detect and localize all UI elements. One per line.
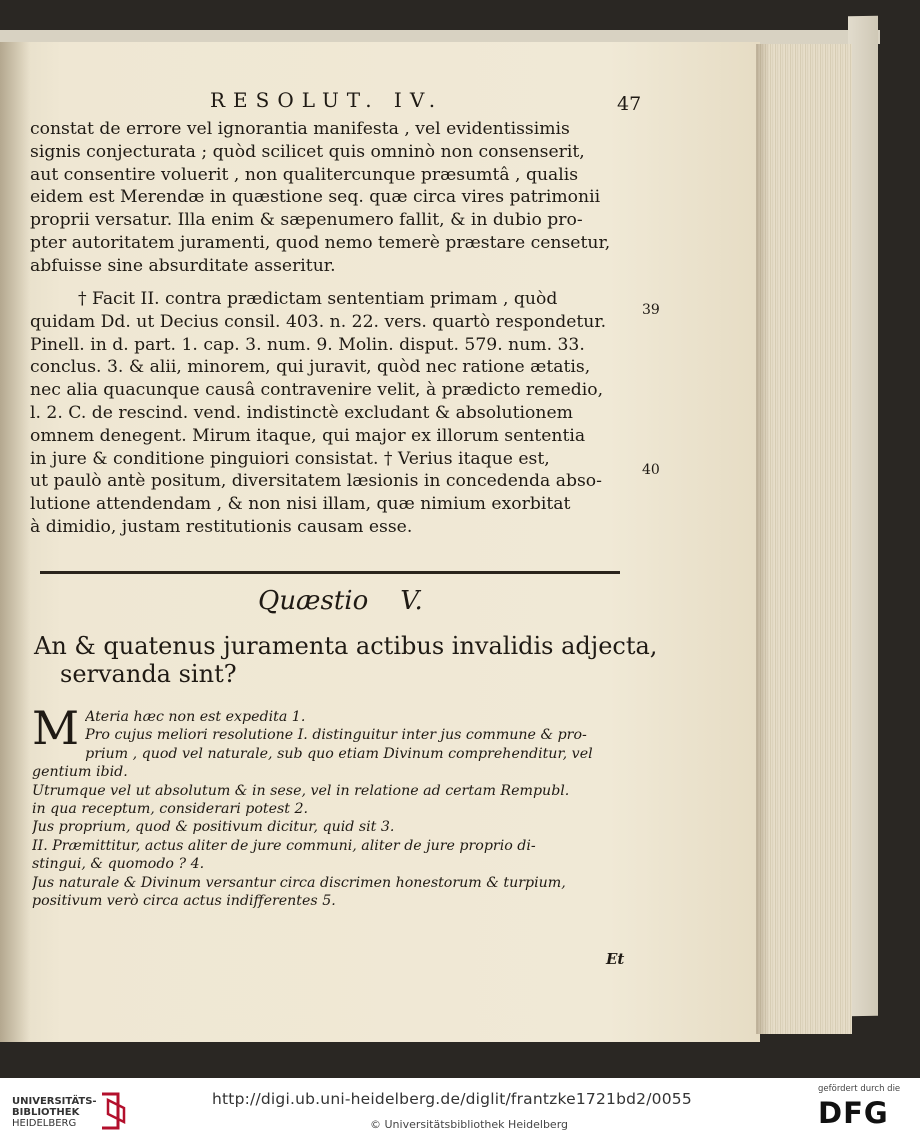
text-line: abfuisse sine absurditate asseritur.: [30, 255, 336, 276]
text-line: à dimidio, justam restitutionis causam esse.: [30, 516, 413, 537]
library-line: HEIDELBERG: [12, 1118, 77, 1129]
summary-line: Jus naturale & Divinum versantur circa discrimen honestorum & turpium,: [32, 874, 566, 891]
summary-line: Jus proprium, quod & positivum dicitur, quid sit 3.: [32, 819, 395, 836]
text-line: quidam Dd. ut Decius consil. 403. n. 22. vers. quartò respondetur.: [30, 311, 607, 332]
summary-block: [32, 701, 642, 910]
margin-number: 39: [642, 302, 660, 318]
page-number: 47: [617, 93, 642, 115]
text-line: lutione attendendam , & non nisi illam, quæ nimium exorbitat: [30, 494, 571, 515]
text-line: pter autoritatem juramenti, quod nemo temerè præstare censetur,: [30, 232, 611, 253]
summary-line: Utrumque vel ut absolutum & in sese, vel in relatione ad certam Rempubl.: [32, 782, 570, 799]
heading-line: servanda sint?: [60, 660, 237, 688]
text-line: aut consentire voluerit , non qualitercunque præsumtâ , qualis: [30, 164, 579, 185]
summary-line: Ateria hæc non est expedita 1.: [85, 709, 306, 725]
catchword: Et: [606, 950, 625, 968]
copyright-notice: © Universitätsbibliothek Heidelberg: [370, 1118, 569, 1131]
heading-line: An & quatenus juramenta actibus invalidis adjecta,: [34, 632, 658, 660]
library-line: UNIVERSITÄTS-: [12, 1096, 97, 1107]
book-cover-right-edge: [848, 16, 878, 1017]
text-line: signis conjecturata ; quòd scilicet quis omninò non consenserit,: [30, 141, 585, 162]
paragraph-1: [30, 118, 640, 278]
page-gutter-shadow: [0, 42, 30, 1042]
viewer-footer: [0, 1078, 920, 1142]
permalink-url[interactable]: http://digi.ub.uni-heidelberg.de/diglit/frantzke1721bd2/0055: [212, 1090, 692, 1108]
summary-line: Pro cujus meliori resolutione I. distinguitur inter jus commune & pro-: [85, 727, 587, 744]
summary-line: positivum verò circa actus indifferentes 5.: [32, 893, 336, 910]
text-line: † Facit II. contra prædictam sententiam primam , quòd: [78, 289, 558, 309]
question-title-number: V.: [400, 586, 423, 616]
library-logo-icon[interactable]: [98, 1090, 128, 1132]
question-heading: [34, 632, 658, 688]
text-line: conclus. 3. & alii, minorem, qui juravit, quòd nec ratione ætatis,: [30, 357, 591, 378]
sponsor-label: gefördert durch die: [818, 1084, 901, 1094]
text-line: nec alia quacunque causâ contravenire velit, à prædicto remedio,: [30, 380, 604, 401]
text-line: l. 2. C. de rescind. vend. indistinctè excludant & absolutionem: [30, 402, 573, 423]
summary-line: stingui, & quomodo ? 4.: [32, 856, 205, 873]
section-divider: [40, 571, 620, 574]
text-line: in jure & conditione pinguiori consistat. † Verius itaque est,: [30, 448, 550, 469]
text-line: Pinell. in d. part. 1. cap. 3. num. 9. Molin. disput. 579. num. 33.: [30, 334, 585, 355]
summary-line: prium , quod vel naturale, sub quo etiam Divinum comprehenditur, vel: [85, 745, 593, 762]
text-line: eidem est Merendæ in quæstione seq. quæ circa vires patrimonii: [30, 187, 601, 208]
summary-line: II. Præmittitur, actus aliter de jure communi, aliter de jure proprio di-: [32, 837, 536, 854]
question-title-word: Quæstio: [258, 586, 369, 616]
question-title: [258, 586, 455, 616]
drop-cap: M: [32, 701, 80, 755]
text-line: omnem denegent. Mirum itaque, qui major ex illorum sententia: [30, 425, 586, 446]
running-head: RESOLUT. IV.: [210, 88, 444, 112]
text-line: constat de errore vel ignorantia manifesta , vel evidentissimis: [30, 119, 570, 139]
summary-line: in qua receptum, considerari potest 2.: [32, 801, 309, 818]
library-line: BIBLIOTHEK: [12, 1107, 80, 1118]
text-line: proprii versatur. Illa enim & sæpenumero fallit, & in dubio pro-: [30, 210, 583, 231]
text-line: ut paulò antè positum, diversitatem læsionis in concedenda abso-: [30, 471, 602, 492]
summary-line: gentium ibid.: [32, 764, 128, 781]
paragraph-2: [30, 288, 640, 539]
margin-number: 40: [642, 462, 660, 478]
page-edges: [756, 44, 852, 1034]
library-logo-text[interactable]: [12, 1096, 97, 1129]
page-edge-shadow: [756, 44, 770, 1034]
dfg-logo[interactable]: DFG: [818, 1096, 889, 1130]
